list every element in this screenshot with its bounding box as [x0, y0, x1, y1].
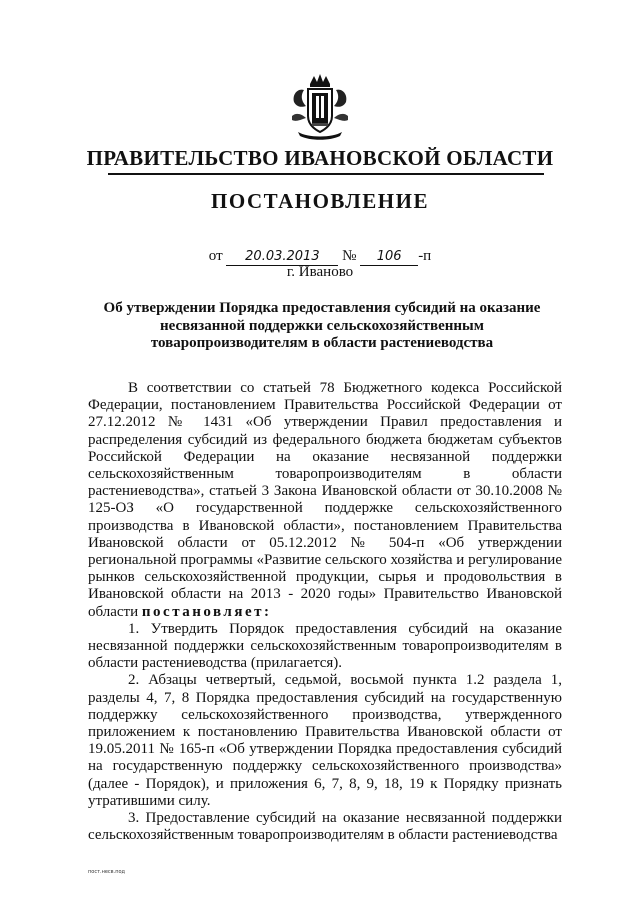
- date-prefix: от: [208, 248, 223, 264]
- document-subject: Об утверждении Порядка предоставления субсидий на оказание несвязанной поддержки сельскохозяйственным товаропроизводителям в области растениеводства: [103, 300, 541, 351]
- document-city: г. Иваново: [286, 264, 354, 280]
- document-body: [88, 380, 562, 844]
- number-suffix: -п: [418, 248, 432, 264]
- decree-word: постановляет:: [141, 603, 272, 620]
- title-underline: [108, 173, 544, 175]
- preamble-text: В соответствии со статьей 78 Бюджетного кодекса Российской Федерации, постановлением Правительства Российской Федерации от 27.12.2012 № 1431 «Об утверждении Правил предоставления и распределения субсидий из федерального бюджета бюджетам субъектов Российской Федерации на оказание несвязанной поддержки сельскохозяйственным товаропроизводителям в области растениеводства», статьей 3 Закона Ивановской области от 30.10.2008 № 125-ОЗ «О государственной поддержке сельскохозяйственного производства в Ивановской области», постановлением Правительства Ивановской области от 05.12.2012 № 504-п «Об утверждении региональной программы «Развитие сельского хозяйства и регулирование рынков сельскохозяйственной продукции, сырья и продовольствия в Ивановской области на 2013 - 2020 годы» Правительство Ивановской области: [88, 380, 562, 620]
- document-type: ПОСТАНОВЛЕНИЕ: [211, 189, 429, 213]
- number-prefix: №: [342, 248, 357, 264]
- footer-file-code: пост.несв.под: [88, 869, 125, 875]
- item-1: 1. Утвердить Порядок предоставления субсидий на оказание несвязанной поддержки сельскохозяйственным товаропроизводителям в области растениеводства (прилагается).: [88, 620, 562, 672]
- government-title: ПРАВИТЕЛЬСТВО ИВАНОВСКОЙ ОБЛАСТИ: [86, 146, 554, 170]
- coat-of-arms-icon: [288, 72, 352, 142]
- item-2: 2. Абзацы четвертый, седьмой, восьмой пункта 1.2 раздела 1, разделы 4, 7, 8 Порядка предоставления субсидий на государственную поддержку сельскохозяйственного производства, утвержденного приложением к постановлению Правительства Ивановской области от 19.05.2011 № 165-п «Об утверждении Порядка предоставления субсидий на государственную поддержку сельскохозяйственного производства» (далее - Порядок), и приложения 6, 7, 8, 9, 18, 19 к Порядку признать утратившими силу.: [88, 672, 562, 809]
- document-number: 106: [360, 249, 418, 266]
- document-date: 20.03.2013: [226, 249, 338, 266]
- preamble-paragraph: [88, 380, 562, 621]
- item-3: 3. Предоставление субсидий на оказание несвязанной поддержки сельскохозяйственным товаропроизводителям в области растениеводства: [88, 810, 562, 844]
